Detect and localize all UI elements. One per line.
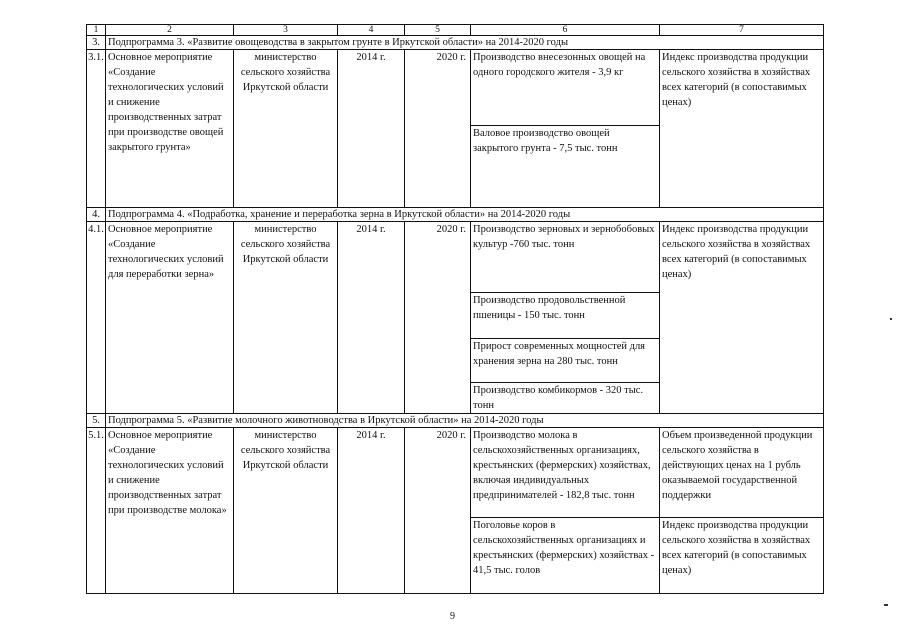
results-cell [471, 428, 660, 594]
indicator-item: Объем произведенной продукции сельского хозяйства в действующих ценах на 1 рубль оказываемой государственной поддержки [660, 428, 823, 518]
activity-start: 2014 г. [338, 50, 405, 208]
activity-name: Основное мероприятие «Создание технологических условий и снижение производственных затрат при производстве овощей закрытого грунта» [106, 50, 234, 208]
activity-row [87, 50, 824, 208]
result-item: Производство зерновых и зернобобовых культур -760 тыс. тонн [471, 222, 659, 293]
column-number: 1 [87, 25, 106, 36]
scan-speck [884, 604, 888, 606]
column-numbers-row [87, 25, 824, 36]
activity-start: 2014 г. [338, 222, 405, 414]
activity-name: Основное мероприятие «Создание технологических условий и снижение производственных затрат при производстве молока» [106, 428, 234, 594]
activity-end: 2020 г. [405, 222, 471, 414]
activity-executor: министерство сельского хозяйства Иркутской области [234, 222, 338, 414]
column-number: 6 [471, 25, 660, 36]
column-number: 7 [660, 25, 824, 36]
activity-executor: министерство сельского хозяйства Иркутской области [234, 50, 338, 208]
section-header-row [87, 208, 824, 222]
result-item: Производство внесезонных овощей на одного городского жителя - 3,9 кг [471, 50, 659, 126]
activity-end: 2020 г. [405, 50, 471, 208]
page-number: 9 [450, 611, 455, 622]
indicator-item: Индекс производства продукции сельского хозяйства в хозяйствах всех категорий (в сопоставимых ценах) [662, 520, 811, 576]
indicator-text: Индекс производства продукции сельского хозяйства в хозяйствах всех категорий (в сопоставимых ценах) [660, 222, 824, 414]
activity-name: Основное мероприятие «Создание технологических условий для переработки зерна» [106, 222, 234, 414]
column-number: 2 [106, 25, 234, 36]
section-title: Подпрограмма 4. «Подработка, хранение и переработка зерна в Иркутской области» на 2014-2020 годы [106, 208, 824, 222]
section-number: 3. [87, 36, 106, 50]
section-number: 4. [87, 208, 106, 222]
activity-end: 2020 г. [405, 428, 471, 594]
section-header-row [87, 414, 824, 428]
activity-number: 4.1. [87, 222, 106, 414]
activity-row [87, 428, 824, 594]
result-item: Поголовье коров в сельскохозяйственных организациях и крестьянских (фермерских) хозяйствах - 41,5 тыс. голов [473, 520, 655, 576]
column-number: 3 [234, 25, 338, 36]
activity-number: 5.1. [87, 428, 106, 594]
scan-speck [890, 318, 892, 320]
section-header-row [87, 36, 824, 50]
activity-start: 2014 г. [338, 428, 405, 594]
results-cell [471, 222, 660, 414]
column-number: 5 [405, 25, 471, 36]
activity-row [87, 222, 824, 414]
result-item: Валовое производство овощей закрытого грунта - 7,5 тыс. тонн [473, 128, 618, 154]
result-item: Прирост современных мощностей для хранения зерна на 280 тыс. тонн [471, 339, 659, 383]
result-item: Производство продовольственной пшеницы - 150 тыс. тонн [471, 293, 659, 339]
section-number: 5. [87, 414, 106, 428]
results-cell [471, 50, 660, 208]
column-number: 4 [338, 25, 405, 36]
section-title: Подпрограмма 5. «Развитие молочного животноводства в Иркутской области» на 2014-2020 годы [106, 414, 824, 428]
activity-number: 3.1. [87, 50, 106, 208]
program-table [86, 24, 824, 594]
section-title: Подпрограмма 3. «Развитие овощеводства в закрытом грунте в Иркутской области» на 2014-2020 годы [106, 36, 824, 50]
result-item: Производство молока в сельскохозяйственных организациях, крестьянских (фермерских) хозяйствах, включая индивидуальных предпринимателей - 182,8 тыс. тонн [471, 428, 659, 518]
indicators-cell [660, 428, 824, 594]
activity-executor: министерство сельского хозяйства Иркутской области [234, 428, 338, 594]
result-item: Производство комбикормов - 320 тыс. тонн [473, 385, 644, 411]
indicator-text: Индекс производства продукции сельского хозяйства в хозяйствах всех категорий (в сопоставимых ценах) [660, 50, 824, 208]
